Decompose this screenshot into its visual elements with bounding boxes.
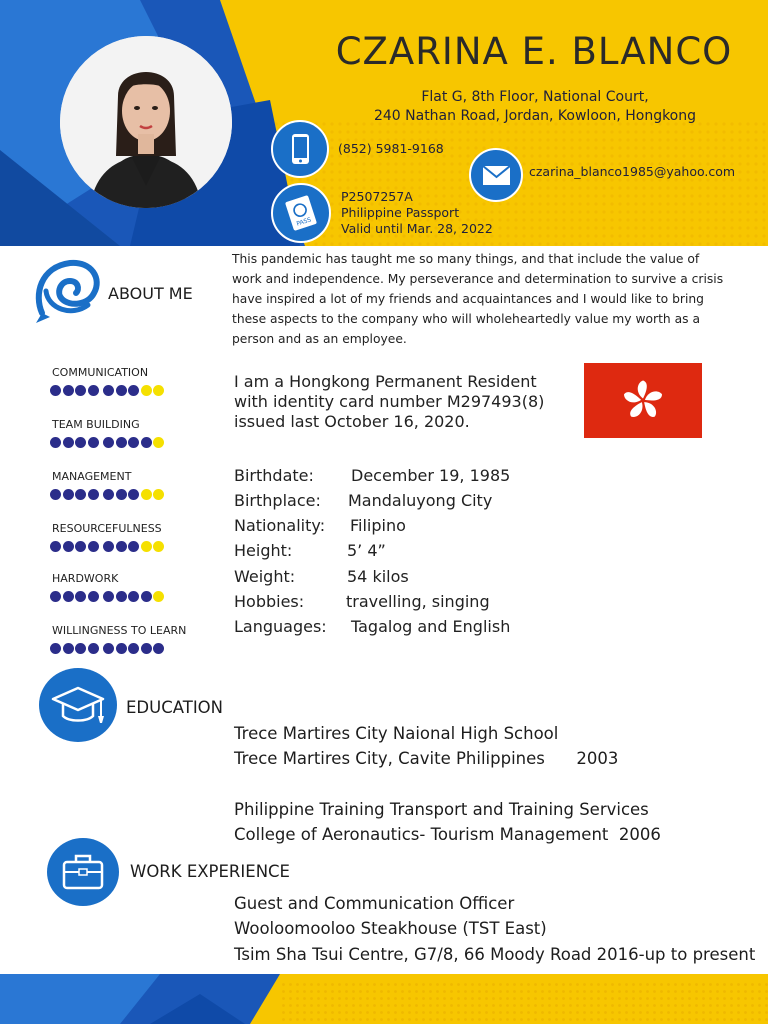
rating-dot-filled (116, 489, 127, 500)
phone-number: (852) 5981-9168 (338, 141, 444, 156)
rating-dot-empty (141, 541, 152, 552)
education-heading: EDUCATION (126, 698, 224, 717)
hobbies-label: Hobbies: (234, 592, 305, 611)
nationality-label: Nationality: (234, 516, 326, 535)
languages-value: Tagalog and English (351, 617, 511, 636)
rating-dot-filled (88, 643, 99, 654)
rating-dot-filled (63, 643, 74, 654)
about-me-heading: ABOUT ME (108, 284, 193, 303)
about-me-text: This pandemic has taught me so many things, and that include the value of work and independence. My perseverance and determination to survive a crisis have inspired a lot of my friends and acquaintances and I would like to bring these aspects to the company who will wholeheartedly value my worth as a person and as an employee. (232, 252, 724, 346)
rating-dot-filled (50, 541, 61, 552)
nationality-value: Filipino (350, 516, 406, 535)
rating-dot-filled (50, 489, 61, 500)
rating-dot-filled (116, 385, 127, 396)
footer-banner (0, 974, 768, 1024)
rating-dot-filled (88, 541, 99, 552)
about-swirl-icon (32, 255, 104, 327)
briefcase-icon (47, 838, 119, 906)
rating-dot-filled (88, 489, 99, 500)
rating-dot-filled (153, 643, 164, 654)
residency-line-2: with identity card number M297493(8) (234, 392, 545, 411)
rating-dot-filled (128, 489, 139, 500)
rating-dot-filled (50, 385, 61, 396)
rating-dot-filled (75, 437, 86, 448)
birthplace-label: Birthplace: (234, 491, 321, 510)
work-line: Wooloomooloo Steakhouse (TST East) (234, 919, 547, 938)
rating-dot-filled (141, 591, 152, 602)
rating-dot-empty (153, 591, 164, 602)
weight-value: 54 kilos (347, 567, 409, 586)
rating-dot-filled (63, 541, 74, 552)
rating-dot-filled (116, 591, 127, 602)
rating-dot-filled (75, 591, 86, 602)
height-value: 5’ 4” (347, 541, 386, 560)
email-address: czarina_blanco1985@yahoo.com (529, 164, 736, 179)
birthdate-value: December 19, 1985 (351, 466, 511, 485)
passport-icon-text: PASS (295, 216, 313, 228)
rating-dot-filled (103, 385, 114, 396)
residency-line-3: issued last October 16, 2020. (234, 412, 470, 431)
rating-dot-empty (153, 541, 164, 552)
residency-statement (234, 372, 574, 432)
skill-label: RESOURCEFULNESS (52, 522, 162, 535)
work-experience-heading: WORK EXPERIENCE (130, 862, 290, 881)
rating-dot-filled (103, 489, 114, 500)
rating-dot-filled (63, 437, 74, 448)
rating-dot-empty (141, 385, 152, 396)
rating-dot-filled (63, 489, 74, 500)
rating-dot-filled (116, 437, 127, 448)
skill-label: COMMUNICATION (52, 366, 149, 379)
weight-label: Weight: (234, 567, 296, 586)
rating-dot-filled (63, 385, 74, 396)
rating-dot-filled (50, 591, 61, 602)
phone-icon (271, 120, 329, 178)
languages-label: Languages: (234, 617, 327, 636)
rating-dot-filled (75, 385, 86, 396)
rating-dot-filled (103, 437, 114, 448)
passport-icon (271, 183, 331, 243)
rating-dot-filled (88, 437, 99, 448)
skill-label: WILLINGNESS TO LEARN (52, 624, 187, 637)
birthdate-label: Birthdate: (234, 466, 314, 485)
address-line-2: 240 Nathan Road, Jordan, Kowloon, Hongkong (373, 108, 697, 124)
rating-dot-filled (88, 591, 99, 602)
hobbies-value: travelling, singing (346, 592, 490, 611)
rating-dot-filled (141, 643, 152, 654)
work-line: Tsim Sha Tsui Centre, G7/8, 66 Moody Road 2016-up to present (234, 945, 756, 964)
work-line: Guest and Communication Officer (234, 894, 515, 913)
address-line-1: Flat G, 8th Floor, National Court, (421, 89, 649, 105)
rating-dot-filled (128, 643, 139, 654)
hong-kong-flag-icon (584, 363, 702, 438)
passport-type: Philippine Passport (341, 205, 460, 220)
rating-dot-filled (75, 489, 86, 500)
rating-dot-filled (103, 591, 114, 602)
height-label: Height: (234, 541, 293, 560)
education-line: Trece Martires City, Cavite Philippines 2003 (234, 749, 619, 768)
passport-number: P2507257A (341, 189, 413, 204)
rating-dot-filled (116, 541, 127, 552)
education-line: Philippine Training Transport and Training Services (234, 800, 649, 819)
rating-dot-empty (153, 385, 164, 396)
profile-photo (60, 36, 232, 208)
rating-dot-filled (75, 643, 86, 654)
candidate-name: CZARINA E. BLANCO (335, 30, 733, 73)
rating-dot-filled (128, 591, 139, 602)
rating-dot-filled (50, 643, 61, 654)
rating-dot-filled (141, 437, 152, 448)
birthplace-value: Mandaluyong City (348, 491, 493, 510)
rating-dot-filled (128, 541, 139, 552)
rating-dot-filled (75, 541, 86, 552)
rating-dot-empty (153, 489, 164, 500)
rating-dot-filled (50, 437, 61, 448)
rating-dot-empty (153, 437, 164, 448)
rating-dot-filled (128, 437, 139, 448)
skill-label: MANAGEMENT (52, 470, 132, 483)
rating-dot-filled (63, 591, 74, 602)
passport-validity: Valid until Mar. 28, 2022 (341, 221, 493, 236)
rating-dot-filled (88, 385, 99, 396)
skill-label: TEAM BUILDING (52, 418, 140, 431)
rating-dot-filled (103, 643, 114, 654)
residency-line-1: I am a Hongkong Permanent Resident (234, 372, 537, 391)
rating-dot-filled (116, 643, 127, 654)
skill-label: HARDWORK (52, 572, 119, 585)
email-icon (469, 148, 523, 202)
education-line: Trece Martires City Naional High School (234, 724, 559, 743)
rating-dot-filled (103, 541, 114, 552)
rating-dot-empty (141, 489, 152, 500)
resume-header (0, 0, 768, 246)
education-line: College of Aeronautics- Tourism Management 2006 (234, 825, 661, 844)
rating-dot-filled (128, 385, 139, 396)
graduation-cap-icon (39, 668, 117, 742)
